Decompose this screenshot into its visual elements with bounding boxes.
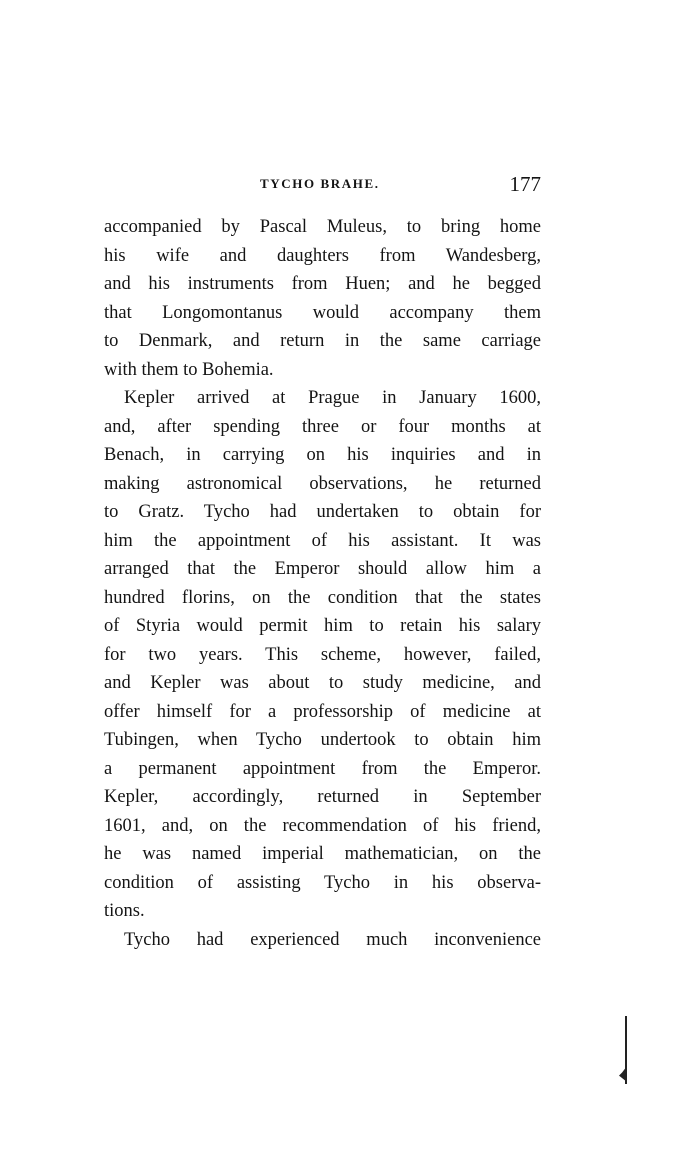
text-line: to Gratz. Tycho had undertaken to obtain for — [104, 502, 541, 522]
text-line: Tubingen, when Tycho undertook to obtain him — [104, 730, 541, 750]
text-line: accompanied by Pascal Muleus, to bring home — [104, 217, 541, 237]
text-line: making astronomical observations, he returned — [104, 473, 541, 494]
text-line: hundred florins, on the condition that the states — [104, 587, 541, 608]
running-head — [104, 172, 541, 198]
page-number: 177 — [509, 172, 541, 196]
text-line: Tycho had experienced much inconvenience — [124, 929, 541, 950]
text-line: a permanent appointment from the Emperor. — [104, 758, 541, 779]
text-line: him the appointment of his assistant. It was — [104, 530, 541, 551]
text-line: offer himself for a professorship of medicine at — [104, 701, 541, 722]
text-line: his wife and daughters from Wandesberg, — [104, 245, 541, 266]
text-line: and, after spending three or four months at — [104, 416, 541, 437]
text-line: condition of assisting Tycho in his observa- — [104, 872, 541, 893]
text-line: Benach, in carrying on his inquiries and in — [104, 445, 541, 465]
text-line: tions. — [104, 901, 145, 921]
body-text — [104, 213, 541, 954]
running-title: TYCHO BRAHE. — [260, 176, 380, 191]
text-line: Kepler, accordingly, returned in September — [104, 787, 541, 807]
text-line: for two years. This scheme, however, failed, — [104, 644, 541, 665]
text-line: arranged that the Emperor should allow him a — [104, 559, 541, 579]
text-line: 1601, and, on the recommendation of his friend, — [104, 815, 541, 836]
text-line: he was named imperial mathematician, on the — [104, 844, 541, 864]
text-line: that Longomontanus would accompany them — [104, 302, 541, 323]
text-line: and Kepler was about to study medicine, and — [104, 673, 541, 693]
text-line: with them to Bohemia. — [104, 359, 274, 380]
text-line: Kepler arrived at Prague in January 1600, — [124, 388, 541, 408]
text-line: to Denmark, and return in the same carriage — [104, 331, 541, 351]
text-line: and his instruments from Huen; and he begged — [104, 274, 541, 294]
text-line: of Styria would permit him to retain his salary — [104, 616, 541, 636]
page-edge-mark-tip — [619, 1066, 627, 1082]
